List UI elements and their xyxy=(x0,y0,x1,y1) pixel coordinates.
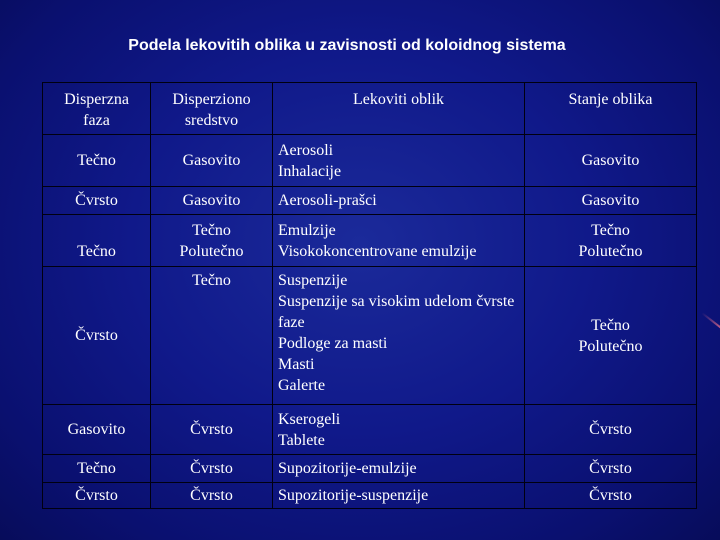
cell-sredstvo: Čvrsto xyxy=(151,455,273,483)
header-disperzna-faza: Disperzna faza xyxy=(43,83,151,135)
cell-faza: Čvrsto xyxy=(43,483,151,509)
cell-sredstvo: Tečno Polutečno xyxy=(151,215,273,267)
cell-stanje: Čvrsto xyxy=(525,455,697,483)
dosage-forms-table xyxy=(42,82,697,509)
table-row xyxy=(43,135,697,187)
cell-sredstvo: Gasovito xyxy=(151,187,273,215)
cell-sredstvo: Gasovito xyxy=(151,135,273,187)
cell-faza: Čvrsto xyxy=(43,267,151,405)
table-row xyxy=(43,483,697,509)
cell-stanje: Tečno Polutečno xyxy=(525,267,697,405)
cell-oblik: Aerosoli Inhalacije xyxy=(273,135,525,187)
cell-stanje: Čvrsto xyxy=(525,405,697,455)
header-lekoviti-oblik: Lekoviti oblik xyxy=(273,83,525,135)
table-row xyxy=(43,187,697,215)
table-row xyxy=(43,455,697,483)
cell-faza: Tečno xyxy=(43,455,151,483)
cell-faza: Čvrsto xyxy=(43,187,151,215)
table-row xyxy=(43,405,697,455)
cell-stanje: Čvrsto xyxy=(525,483,697,509)
cell-faza: Tečno xyxy=(43,135,151,187)
table-header-row xyxy=(43,83,697,135)
cell-oblik: Kserogeli Tablete xyxy=(273,405,525,455)
cell-sredstvo: Tečno xyxy=(151,267,273,405)
cell-stanje: Gasovito xyxy=(525,187,697,215)
table-row xyxy=(43,215,697,267)
cell-faza: Tečno xyxy=(43,215,151,267)
cell-stanje: Tečno Polutečno xyxy=(525,215,697,267)
cell-oblik: Aerosoli-prašci xyxy=(273,187,525,215)
header-disperziono-sredstvo: Disperziono sredstvo xyxy=(151,83,273,135)
cell-oblik: Suspenzije Suspenzije sa visokim udelom čvrste faze Podloge za masti Masti Galerte xyxy=(273,267,525,405)
table-row xyxy=(43,267,697,405)
cell-sredstvo: Čvrsto xyxy=(151,405,273,455)
slide-title: Podela lekovitih oblika u zavisnosti od koloidnog sistema xyxy=(128,37,566,54)
cell-sredstvo: Čvrsto xyxy=(151,483,273,509)
cell-oblik: Supozitorije-emulzije xyxy=(273,455,525,483)
decorative-streak xyxy=(701,312,720,332)
cell-faza: Gasovito xyxy=(43,405,151,455)
cell-stanje: Gasovito xyxy=(525,135,697,187)
header-stanje-oblika: Stanje oblika xyxy=(525,83,697,135)
cell-oblik: Emulzije Visokokoncentrovane emulzije xyxy=(273,215,525,267)
cell-oblik: Supozitorije-suspenzije xyxy=(273,483,525,509)
